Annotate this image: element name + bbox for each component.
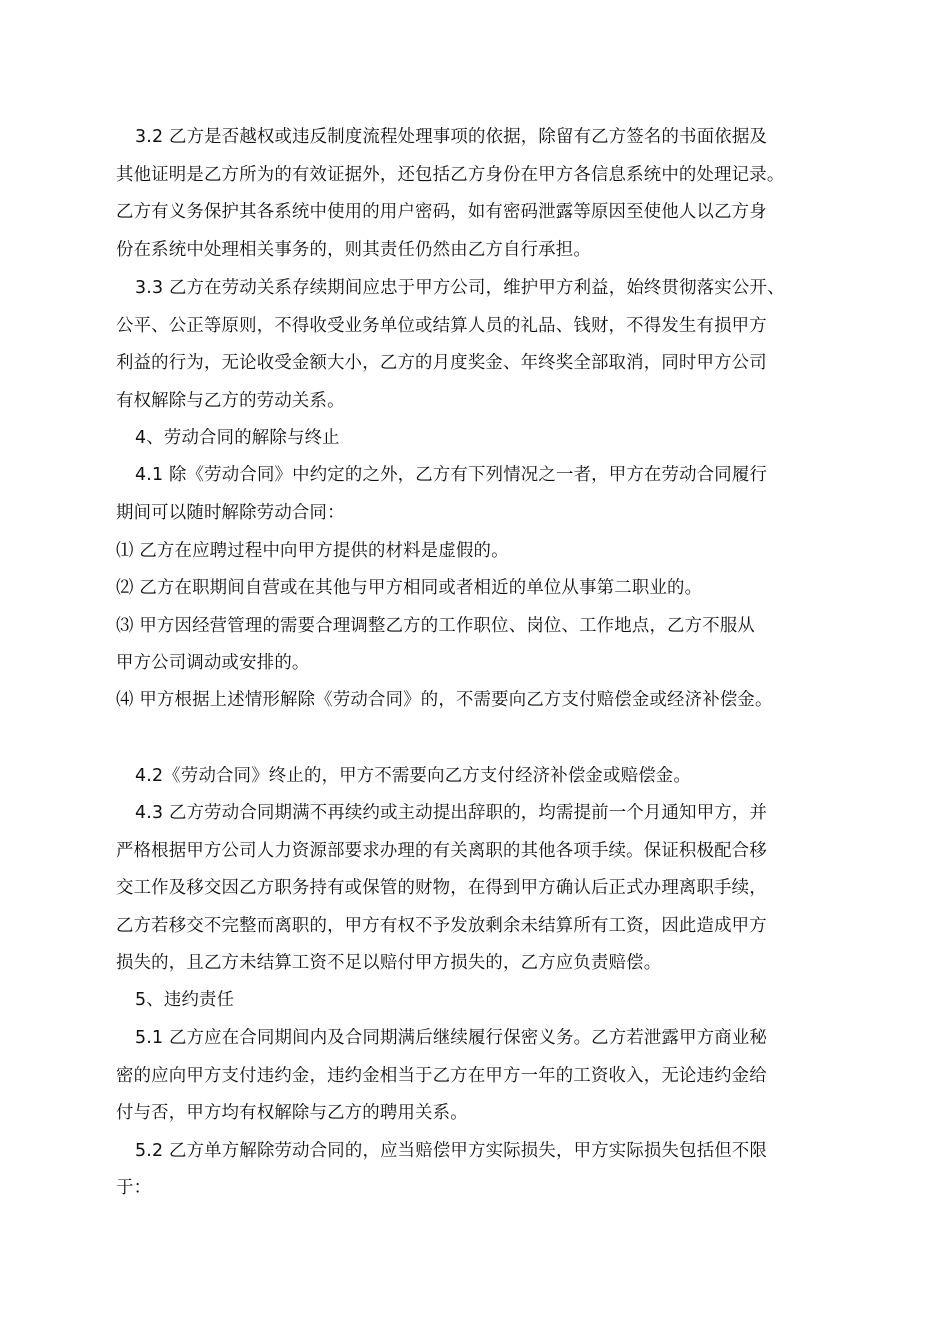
list-item-3-line-1: ⑶ 甲方因经营管理的需要合理调整乙方的工作职位、岗位、工作地点，乙方不服从	[116, 616, 755, 636]
section-4-heading: 4、劳动合同的解除与终止	[135, 428, 340, 448]
paragraph-3-2-line-2: 其他证明是乙方所为的有效证据外，还包括乙方身份在甲方各信息系统中的处理记录。	[116, 165, 785, 185]
paragraph-4-3-line-2: 严格根据甲方公司人力资源部要求办理的有关离职的其他各项手续。保证积极配合移	[116, 841, 767, 861]
list-item-2: ⑵ 乙方在职期间自营或在其他与甲方相同或者相近的单位从事第二职业的。	[116, 578, 703, 598]
paragraph-3-3-line-3: 利益的行为，无论收受金额大小，乙方的月度奖金、年终奖全部取消，同时甲方公司	[116, 353, 767, 373]
paragraph-3-3-line-4: 有权解除与乙方的劳动关系。	[116, 391, 345, 411]
list-item-1: ⑴ 乙方在应聘过程中向甲方提供的材料是虚假的。	[116, 541, 509, 561]
paragraph-5-2-line-2: 于：	[116, 1178, 152, 1198]
list-item-3-line-2: 甲方公司调动或安排的。	[116, 653, 310, 673]
paragraph-4-3-line-5: 损失的，且乙方未结算工资不足以赔付甲方损失的，乙方应负责赔偿。	[116, 953, 662, 973]
paragraph-3-3-line-1: 3.3 乙方在劳动关系存续期间应忠于甲方公司，维护甲方利益，始终贯彻落实公开、	[135, 278, 785, 298]
paragraph-5-2-line-1: 5.2 乙方单方解除劳动合同的，应当赔偿甲方实际损失，甲方实际损失包括但不限	[135, 1141, 768, 1161]
paragraph-4-2: 4.2《劳动合同》终止的，甲方不需要向乙方支付经济补偿金或赔偿金。	[135, 766, 691, 786]
paragraph-5-1-line-1: 5.1 乙方应在合同期间内及合同期满后继续履行保密义务。乙方若泄露甲方商业秘	[135, 1028, 768, 1048]
paragraph-4-1-line-2: 期间可以随时解除劳动合同：	[116, 503, 345, 523]
paragraph-4-3-line-1: 4.3 乙方劳动合同期满不再续约或主动提出辞职的，均需提前一个月通知甲方，并	[135, 803, 768, 823]
paragraph-5-1-line-3: 付与否，甲方均有权解除与乙方的聘用关系。	[116, 1103, 468, 1123]
paragraph-3-2-line-4: 份在系统中处理相关事务的，则其责任仍然由乙方自行承担。	[116, 240, 591, 260]
paragraph-4-3-line-4: 乙方若移交不完整而离职的，甲方有权不予发放剩余未结算所有工资，因此造成甲方	[116, 916, 767, 936]
paragraph-4-3-line-3: 交工作及移交因乙方职务持有或保管的财物，在得到甲方确认后正式办理离职手续，	[116, 878, 767, 898]
section-5-heading: 5、违约责任	[135, 990, 235, 1010]
paragraph-3-3-line-2: 公平、公正等原则，不得收受业务单位或结算人员的礼品、钱财，不得发生有损甲方	[116, 316, 767, 336]
paragraph-3-2-line-3: 乙方有义务保护其各系统中使用的用户密码，如有密码泄露等原因至使他人以乙方身	[116, 202, 767, 222]
paragraph-4-1-line-1: 4.1 除《劳动合同》中约定的之外，乙方有下列情况之一者，甲方在劳动合同履行	[135, 465, 768, 485]
paragraph-3-2-line-1: 3.2 乙方是否越权或违反制度流程处理事项的依据，除留有乙方签名的书面依据及	[135, 127, 768, 147]
list-item-4: ⑷ 甲方根据上述情形解除《劳动合同》的，不需要向乙方支付赔偿金或经济补偿金。	[116, 690, 773, 710]
paragraph-5-1-line-2: 密的应向甲方支付违约金，违约金相当于乙方在甲方一年的工资收入，无论违约金给	[116, 1066, 767, 1086]
